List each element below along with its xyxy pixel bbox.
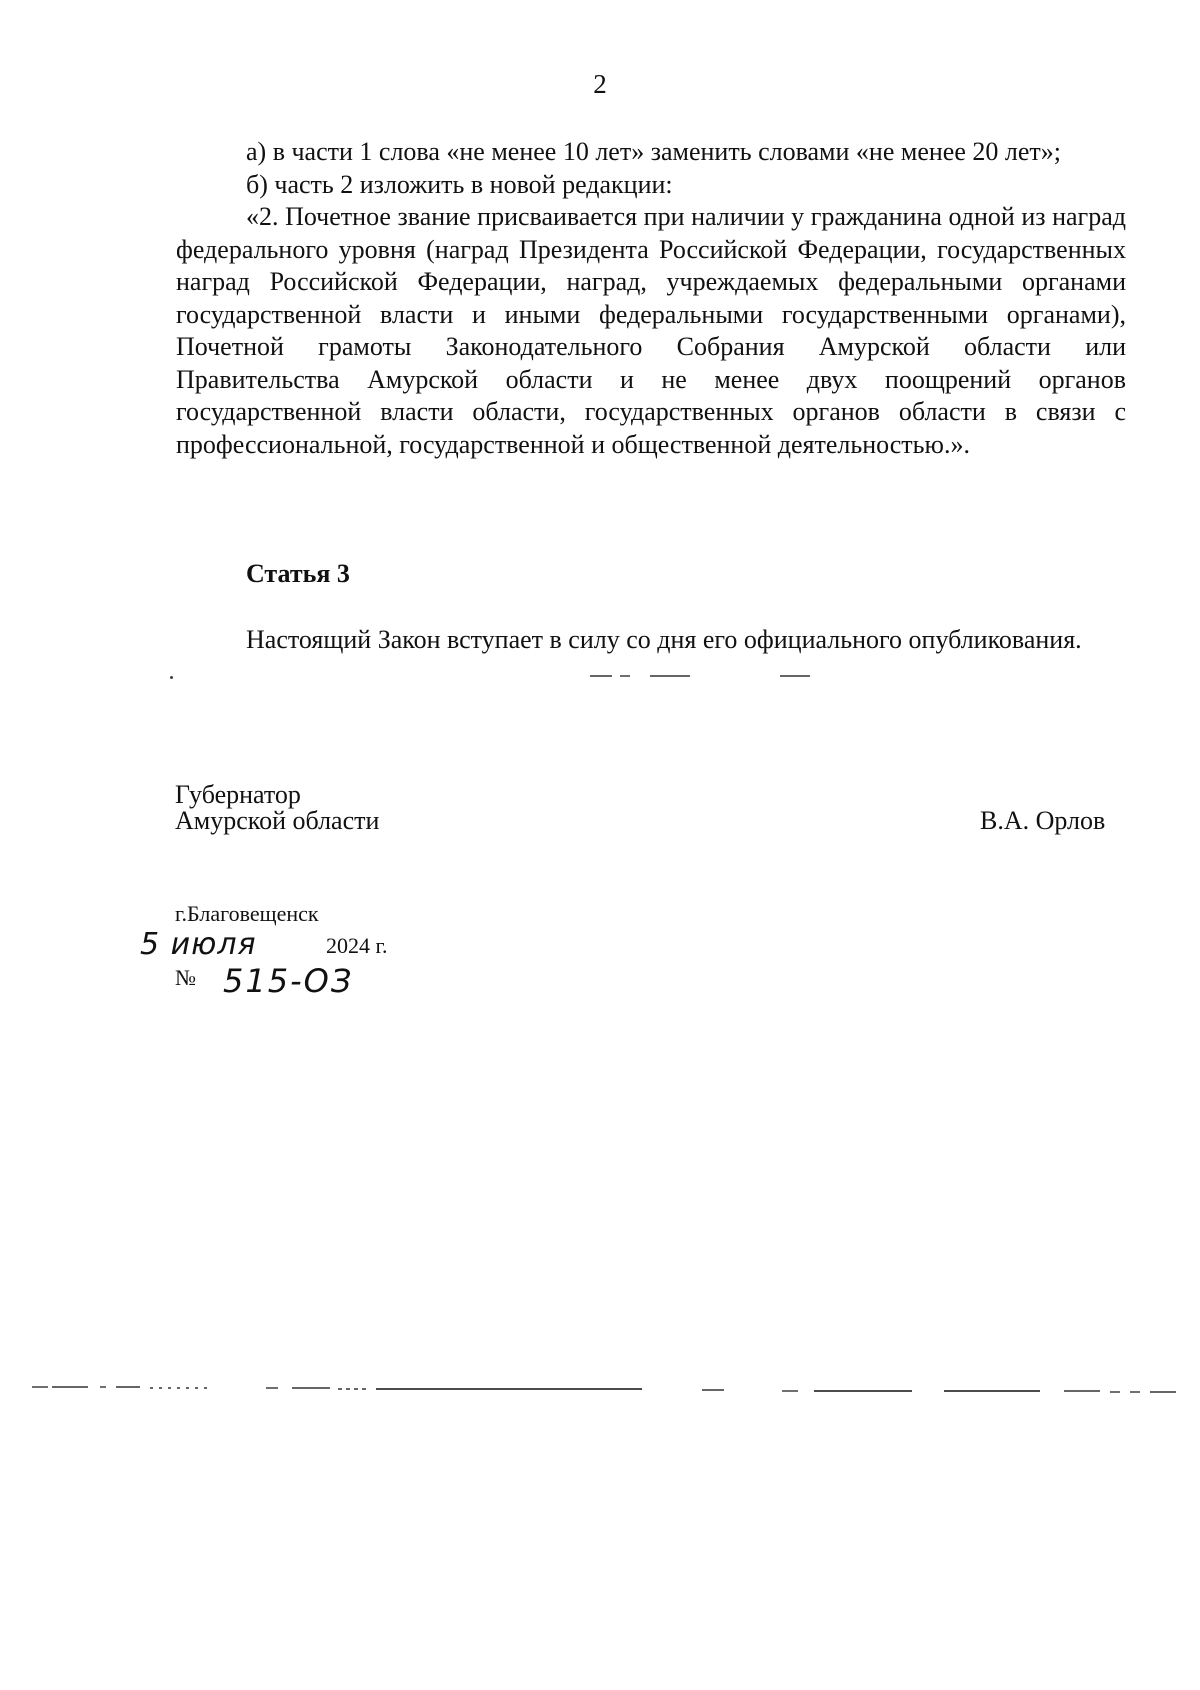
number-sign: № — [175, 965, 196, 990]
signer-name: В.А. Орлов — [980, 806, 1106, 835]
paragraph-b: б) часть 2 изложить в новой редакции: — [246, 169, 673, 199]
page-number: 2 — [593, 69, 607, 99]
date-year: 2024 г. — [326, 933, 388, 958]
signer-position-line1: Губернатор — [175, 780, 301, 809]
paragraph-new-part-2: «2. Почетное звание присваивается при наличии у гражданина одной из наград федерального уровня (наград Президента Российской Федерации, государственных наград Российской Федерации, наград, учреждаемых федеральными органами государственной власти и иными федеральными государственными органами), Почетной грамоты Законодательного Собрания Амурской области или Правительства Амурской области и не менее двух поощрений органов государственной власти области, государственных органов области в связи с профессиональной, государственной и общественной деятельностью.». — [176, 202, 1126, 459]
article-title: Статья 3 — [246, 559, 350, 588]
place-of-signing: г.Благовещенск — [175, 901, 319, 926]
paragraph-a: а) в части 1 слова «не менее 10 лет» заменить словами «не менее 20 лет»; — [246, 137, 1061, 166]
handwritten-number: 515-ОЗ — [223, 962, 354, 1000]
article-paragraph: Настоящий Закон вступает в силу со дня его официального опубликования. — [246, 625, 1082, 654]
signer-position-line2: Амурской области — [175, 806, 380, 835]
handwritten-date: 5 июля — [140, 927, 257, 962]
